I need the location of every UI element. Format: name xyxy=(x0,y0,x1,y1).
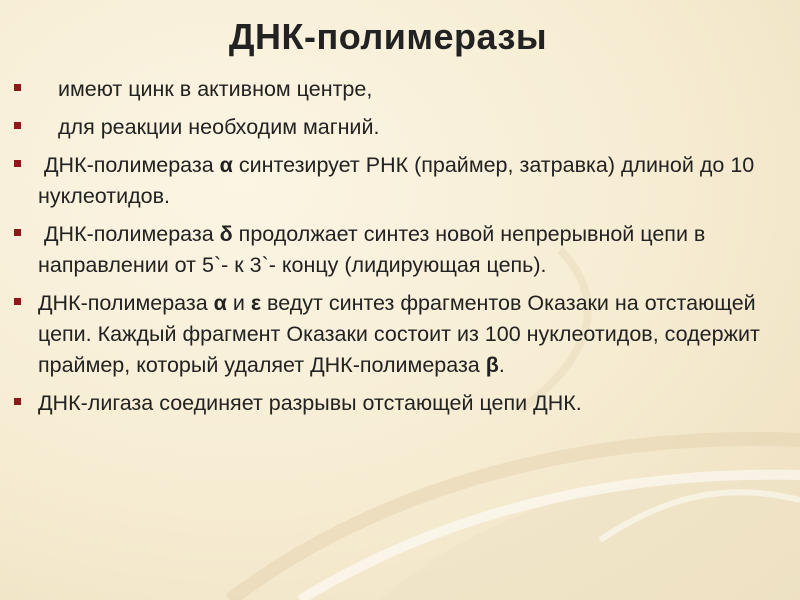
bullet-text-part: ДНК-полимераза xyxy=(44,222,220,246)
bullet-text: имеют цинк в активном центре, xyxy=(58,77,373,101)
bullet-text xyxy=(38,222,705,277)
square-bullet-icon xyxy=(14,160,21,167)
list-item xyxy=(12,219,787,281)
bullet-text xyxy=(38,291,760,377)
greek-letter-alpha: α xyxy=(219,153,233,177)
bullet-text-part: и xyxy=(226,291,251,315)
bullet-text-part: продолжает синтез новой непрерывной цепи в направлении от 5`- к 3`- концу (лидирующая цепь). xyxy=(38,222,706,277)
list-item xyxy=(12,74,787,105)
square-bullet-icon xyxy=(14,122,21,129)
greek-letter-beta: β xyxy=(485,353,499,377)
slide-title: ДНК-полимеразы xyxy=(228,16,548,57)
bullet-text: ДНК-лигаза соединяет разрывы отстающей цепи ДНК. xyxy=(38,391,582,415)
square-bullet-icon xyxy=(14,229,21,236)
list-item xyxy=(12,112,787,143)
list-item xyxy=(12,288,787,381)
bullet-text: для реакции необходим магний. xyxy=(58,115,380,139)
greek-letter-epsilon: ε xyxy=(250,291,262,315)
bullet-text-part: . xyxy=(498,353,505,377)
bullet-text-part: ведут синтез фрагментов Оказаки на отстающей цепи. Каждый фрагмент Оказаки состоит из 100 нуклеотидов, содержит праймер, который удаляет ДНК-полимераза xyxy=(38,291,760,377)
square-bullet-icon xyxy=(14,298,21,305)
bullet-text-part: ДНК-полимераза xyxy=(44,153,220,177)
list-item xyxy=(12,150,787,212)
bullet-list xyxy=(12,74,787,426)
bullet-text-part: ДНК-полимераза xyxy=(38,291,214,315)
greek-letter-alpha: α xyxy=(213,291,227,315)
square-bullet-icon xyxy=(14,84,21,91)
square-bullet-icon xyxy=(14,398,21,405)
list-item xyxy=(12,388,787,419)
bullet-text xyxy=(38,153,754,208)
greek-letter-delta: δ xyxy=(219,222,233,246)
bullet-text-part: синтезирует РНК (праймер, затравка) длиной до 10 нуклеотидов. xyxy=(38,153,755,208)
